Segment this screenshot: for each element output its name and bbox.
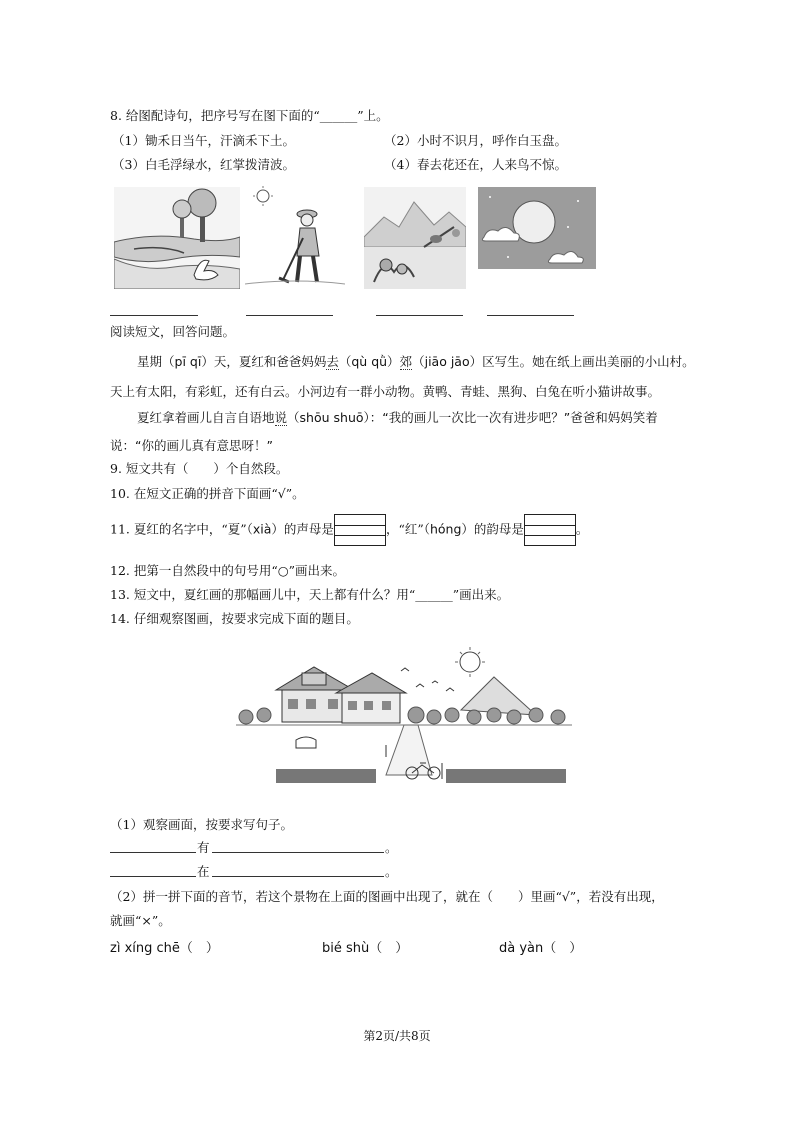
passage-paragraph-2-line-1: 夏红拿着画儿自言自语地说（shōu shuō）：“我的画儿一次比一次有进步吧？”爸爸和妈妈笑着 (137, 410, 658, 425)
q12: 12. 把第一自然段中的句号用“○”画出来。 (110, 563, 346, 578)
farmer-hoeing-picture (245, 186, 345, 289)
sub1-period-1: 。 (385, 840, 398, 855)
sub1-blank-2a[interactable] (110, 876, 196, 877)
answer-line-3[interactable] (376, 315, 463, 316)
pinyin-item-bicycle[interactable]: zì xíng chē（ ） (110, 941, 219, 956)
reading-intro: 阅读短文，回答问题。 (110, 324, 236, 339)
sub1-blank-2b[interactable] (212, 876, 384, 877)
answer-line-2[interactable] (246, 315, 333, 316)
q8-option-3: （3）白毛浮绿水，红掌拨清波。 (112, 157, 295, 172)
answer-line-4[interactable] (487, 315, 574, 316)
sub2-line-1: （2）拼一拼下面的音节，若这个景物在上面的图画中出现了，就在（ ）里画“√”，若没有出现， (110, 889, 664, 904)
initial-answer-box[interactable] (334, 514, 386, 546)
q8-option-2: （2）小时不识月，呼作白玉盘。 (384, 133, 567, 148)
q8-option-1: （1）锄禾日当午，汗滴禾下土。 (112, 133, 295, 148)
answer-line-1[interactable] (110, 315, 198, 316)
sub1-period-2: 。 (385, 864, 398, 879)
q8-option-4: （4）春去花还在，人来鸟不惊。 (384, 157, 567, 172)
passage-paragraph-2-line-2: 说：“你的画儿真有意思呀！” (110, 438, 273, 453)
pinyin-item-wild-goose[interactable]: dà yàn（ ） (499, 941, 583, 956)
sub1-word-you: 有 (197, 840, 210, 855)
sub1-blank-1a[interactable] (110, 852, 196, 853)
village-scene-picture (236, 645, 572, 797)
page-number: 第2页/共8页 (363, 1029, 431, 1043)
sub2-line-2: 就画“×”。 (110, 913, 171, 928)
q9: 9. 短文共有（ ）个自然段。 (110, 461, 289, 476)
passage-paragraph-1-line-2: 天上有太阳，有彩虹，还有白云。小河边有一群小动物。黄鸭、青蛙、黑狗、白兔在听小猫讲故事。 (110, 384, 661, 399)
passage-paragraph-1-line-1: 星期（pī qī）天，夏红和爸爸妈妈去（qù qǜ）郊（jiāo jāo）区写生。她在纸上画出美丽的小山村。 (137, 354, 695, 369)
q10: 10. 在短文正确的拼音下面画“√”。 (110, 486, 305, 501)
q14: 14. 仔细观察图画，按要求完成下面的题目。 (110, 611, 359, 626)
pinyin-item-villa[interactable]: bié shù（ ） (322, 941, 409, 956)
mountain-bird-flowers-picture (364, 187, 466, 289)
final-answer-box[interactable] (524, 514, 576, 546)
sub1-blank-1b[interactable] (212, 852, 384, 853)
swan-pond-picture (114, 187, 240, 289)
sub1-title: （1）观察画面，按要求写句子。 (110, 817, 293, 832)
sub1-word-zai: 在 (197, 864, 210, 879)
q13: 13. 短文中，夏红画的那幅画儿中，天上都有什么？用“______”画出来。 (110, 587, 510, 602)
full-moon-picture (478, 187, 596, 269)
q11: 11. 夏红的名字中，“夏”（xià）的声母是 ，“红”（hóng）的韵母是 。 (110, 514, 588, 546)
q8-title: 8. 给图配诗句，把序号写在图下面的“______”上。 (110, 108, 389, 123)
